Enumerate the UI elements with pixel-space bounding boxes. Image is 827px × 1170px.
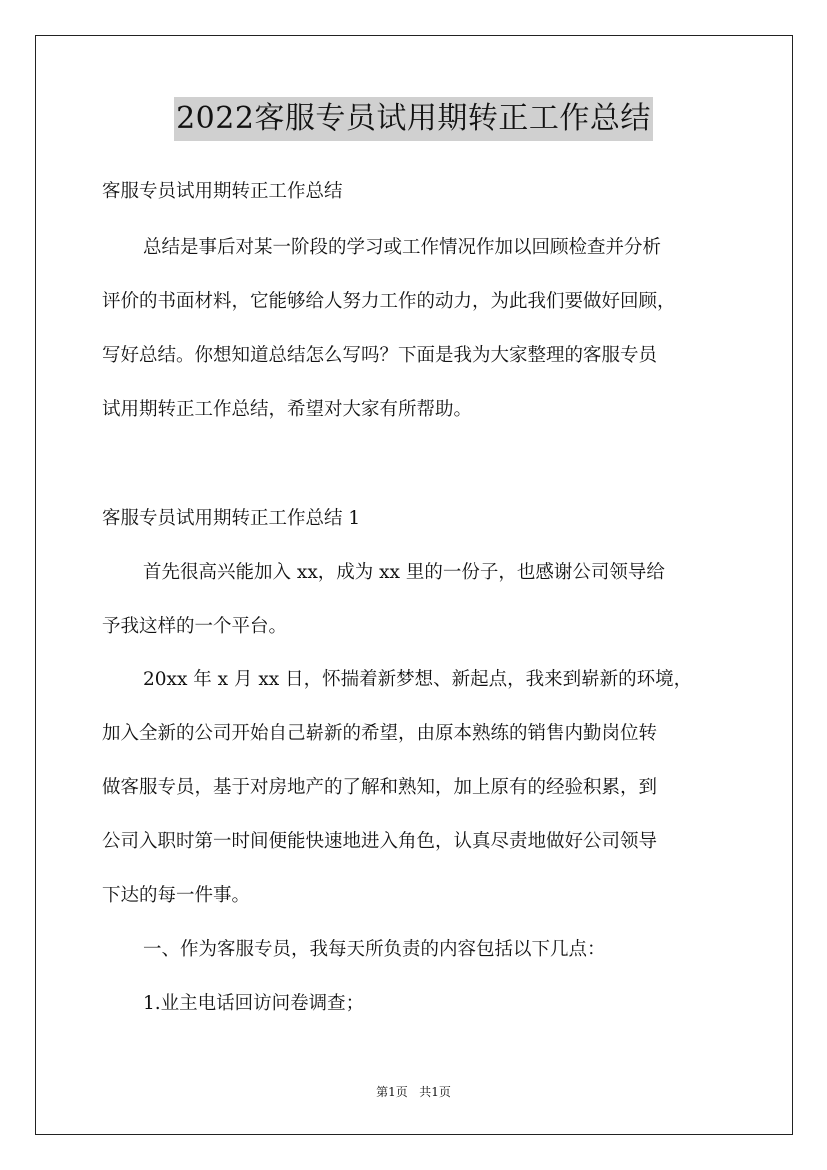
body-paragraph-line: 公司入职时第一时间便能快速地进入角色，认真尽责地做好公司领导 [102,831,658,852]
body-paragraph-line: 下达的每一件事。 [102,885,251,906]
body-paragraph-line: 予我这样的一个平台。 [102,616,288,637]
page-total: 共1页 [419,1085,451,1099]
intro-paragraph-line: 总结是事后对某一阶段的学习或工作情况作加以回顾检查并分析 [143,237,662,258]
page-number: 第1页 [376,1085,408,1099]
section-heading: 客服专员试用期转正工作总结 1 [102,508,361,529]
body-paragraph-line: 做客服专员，基于对房地产的了解和熟知，加上原有的经验积累，到 [102,777,658,798]
body-paragraph-line: 一、作为客服专员，我每天所负责的内容包括以下几点： [143,939,606,960]
title-container [0,97,827,141]
body-paragraph-line: 20xx 年 x 月 xx 日，怀揣着新梦想、新起点，我来到崭新的环境， [143,669,693,690]
page-footer [0,1083,827,1101]
intro-paragraph-line: 写好总结。你想知道总结怎么写吗？下面是我为大家整理的客服专员 [102,345,658,366]
body-paragraph-line: 加入全新的公司开始自己崭新的希望，由原本熟练的销售内勤岗位转 [102,723,658,744]
body-paragraph-line: 首先很高兴能加入 xx，成为 xx 里的一份子，也感谢公司领导给 [143,562,665,583]
body-paragraph-line: 1.业主电话回访问卷调查； [143,993,365,1014]
document-subtitle: 客服专员试用期转正工作总结 [102,181,343,202]
document-title: 2022客服专员试用期转正工作总结 [174,97,653,141]
intro-paragraph-line: 评价的书面材料，它能够给人努力工作的动力，为此我们要做好回顾， [102,291,676,312]
intro-paragraph-line: 试用期转正工作总结，希望对大家有所帮助。 [102,399,473,420]
